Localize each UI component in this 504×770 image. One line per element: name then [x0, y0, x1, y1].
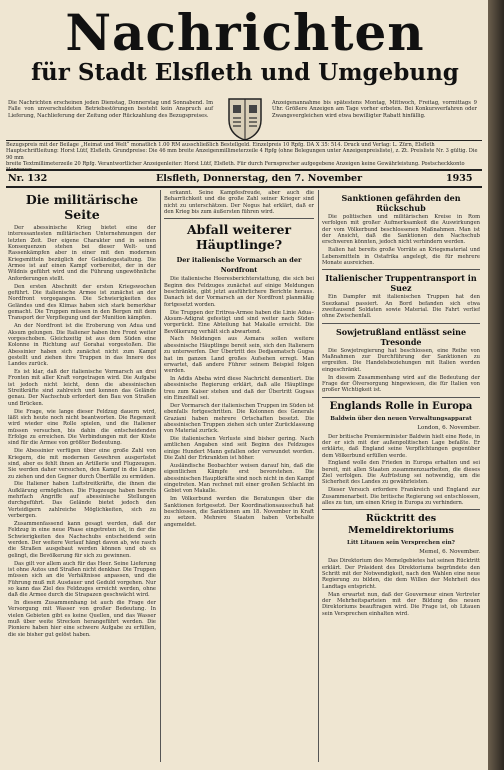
article-dateline: London, 6. November. — [417, 424, 480, 431]
paragraph: Die Italiener haben Luftstreitkräfte, die ihnen die Aufklärung ermöglichen. Die Flugzeuge haben bereits mehrfach Angriffe auf abessinische Stellungen durchgeführt. Das Gelände bietet jedoch den Verteidigern zahlreiche Möglichkeiten, sich zu verbergen. — [8, 481, 156, 520]
column-2 — [164, 190, 314, 762]
column-1 — [8, 190, 156, 762]
column-3 — [322, 190, 480, 762]
masthead-subtitle: für Stadt Elsfleth und Umgebung — [31, 59, 459, 86]
paragraph: Die Sowjetregierung hat beschlossen, eine Reihe von Maßnahmen zur Durchführung der Sanktionen zu ergreifen. Die Handelsbeziehungen mit Italien werden eingeschränkt. — [322, 347, 480, 373]
paragraph: Ausländische Beobachter weisen darauf hin, daß die eigentlichen Kämpfe erst bevorstehen. Die abessinischen Hauptkräfte sind noch nicht in den Kampf eingetreten. Man rechnet mit einer großen Schlacht im Gebiet von Makalle. — [164, 463, 314, 495]
masthead-title: Nachrichten — [65, 3, 425, 62]
article-dateline: Memel, 6. November. — [419, 549, 480, 556]
paragraph: Man erwartet nun, daß der Gouverneur einen Vertreter der Mehrheitsparteien mit der Bildung des neuen Direktoriums beauftragen wird. Die Frage ist, ob Litauen sein Versprechen einhalten wird. — [322, 591, 480, 617]
article-heading: Rücktritt des Memeldirektoriums — [348, 513, 454, 537]
article-heading: Die militärische Seite — [25, 192, 139, 222]
paragraph: Italien hat bereits große Vorräte an Kriegsmaterial und Lebensmitteln in Ostafrika angelegt, die für mehrere Monate ausreichen. — [322, 247, 480, 266]
paragraph: Den ersten Abschnitt der ersten Kriegswochen geführt. Die italienische Armee ist zunächst an der Nordfront vorgegangen. Die Schwierigkeiten des Geländes und des Klimas haben sich stark bemerkbar gemacht. Die Truppen müssen in den Bergen mit dem Transport der Verpflegung und der Munition kämpfen. — [8, 283, 156, 322]
paragraph: Ein Dampfer mit italienischen Truppen hat den Suezkanal passiert. An Bord befanden sich etwa zweitausend Soldaten sowie Material. Die Fahrt verlief ohne Zwischenfall. — [322, 294, 480, 320]
paragraph: Der Vormarsch der italienischen Truppen im Süden ist ebenfalls fortgeschritten. Die Kolonnen des Generals Graziani haben mehrere Ortschaften besetzt. Die abessinischen Truppen ziehen sich unter Zurücklassung von Material zurück. — [164, 402, 314, 435]
article-subheading: Der italienische Vormarsch an der Nordfront — [176, 256, 302, 275]
paragraph: Die politischen und militärischen Kreise in Rom verfolgen mit großer Aufmerksamkeit die Auswirkungen der vom Völkerbund beschlossenen Maßnahmen. Man ist der Ansicht, daß die Sanktionen den Nachschub erschweren könnten, jedoch nicht verhindern werden. — [322, 214, 480, 246]
article-subheading: Baldwin über den neuen Verwaltungsapparat — [330, 415, 472, 422]
article-heading: Sowjetrußland entlässt seine Tresonde — [335, 326, 467, 347]
divider — [6, 140, 482, 141]
page-edge — [488, 0, 504, 770]
imprint-row: Bezugspreis mit der Beilage „Heimat und Welt“ monatlich 1.00 RM ausschließlich Bestellgeld. Einzelpreis 10 Rpfg. DA X 35: 514. Druck und Verlag: L. Zürn, Elsfleth — [6, 142, 435, 148]
paragraph: An der Nordfront ist die Eroberung von Adua und Aksum gelungen. Die Italiener haben ihre Front weiter vorgeschoben. Gleichzeitig ist aus dem Süden eine Kolonne in Richtung auf Gorahai vorgestoßen. Die Abessinier haben sich zunächst nicht zum Kampf gestellt und ziehen ihre Truppen in das Innere des Landes zurück. — [8, 323, 156, 368]
publication-info: Die Nachrichten erscheinen jeden Dienstag, Donnerstag und Sonnabend. Im Falle von unverschuldeten Betriebsstörungen besteht kein Anspruch auf Lieferung, Nachlieferung der Zeitung oder Rückzahlung des Bezugspreises. — [8, 100, 213, 119]
paragraph: Die Truppen der Eritrea-Armee haben die Linie Adua–Aksum–Adigrat gefestigt und sind weiter nach Süden vorgerückt. Eine Abteilung hat Makalle erreicht. Die Bevölkerung verhält sich abwartend. — [164, 309, 314, 335]
paragraph: Die Frage, wie lange dieser Feldzug dauern wird, läßt sich heute noch nicht beantworten. Die Regenzeit wird wieder eine Rolle spielen, und die Italiener müssen versuchen, bis dahin die entscheidenden Erfolge zu erreichen. Die Verbindungen mit der Küste sind für die Armee von größter Bedeutung. — [8, 408, 156, 447]
column-divider — [318, 190, 319, 762]
issue-date: Elsfleth, Donnerstag, den 7. November — [156, 173, 363, 184]
paragraph: Die italienischen Verluste sind bisher gering. Nach amtlichen Angaben sind seit Beginn des Feldzuges einige Hundert Mann gefallen oder verwundet worden. Die Zahl der Erkrankten ist höher. — [164, 436, 314, 462]
article-heading: Sanktionen gefährden den Rückschub — [341, 193, 461, 213]
coat-of-arms-icon — [226, 96, 264, 142]
divider — [6, 186, 482, 188]
divider — [6, 169, 482, 171]
paragraph: Dieser Versuch erfordere Frankreich und England zur Zusammenarbeit. Die britische Regierung sei entschlossen, alles zu tun, um einen Krieg in Europa zu verhindern. — [322, 487, 480, 506]
masthead — [6, 3, 484, 94]
paragraph: In diesem Zusammenhang wird auf die Bedeutung der Frage der Ölversorgung hingewiesen, die für Italien von großer Wichtigkeit ist. — [322, 374, 480, 394]
paragraph: Das gilt vor allem auch für das Heer. Seine Lieferung ist ohne Autos und Straßen nicht denkbar. Die Truppen müssen sich an die Verhältnisse anpassen, und die Führung muß mit Ausdauer und Geduld vorgehen. Nur so kann das Ziel des Feldzuges erreicht werden, ohne daß die Armee durch die Strapazen geschwächt wird. — [8, 560, 156, 599]
paragraph: Die Abessinier verfügen über eine große Zahl von Kriegern, die mit modernen Gewehren ausgerüstet sind, aber es fehlt ihnen an Artillerie und Flugzeugen. Sie werden daher versuchen, den Kampf in die Länge zu ziehen und den Gegner durch Überfälle zu ermüden. — [8, 448, 156, 480]
paragraph: Es ist klar, daß der italienische Vormarsch an drei Fronten mit aller Kraft vorgetragen wird. Die Aufgabe ist jedoch nicht leicht, denn die abessinischen Streitkräfte sind zahlreich und kennen das Gelände genau. Der Nachschub erfordert den Bau von Straßen und Brücken. — [8, 369, 156, 407]
imprint-row: breite Textmillimeterzeile 20 Rpfg. Verantwortlicher Anzeigenleiter: Horst Lütf, Elsfleth. Für durch Fernsprecher aufgegebene Anzeigen keine Gewährleistung. Postscheckkonto — [6, 160, 465, 167]
divider — [164, 218, 314, 219]
article-heading: Englands Rolle in Europa — [329, 400, 473, 412]
advertising-info: Anzeigenannahme bis spätestens Montag, Mittwoch, Freitag, vormittags 9 Uhr. Größere Anzeigen am Tage vorher erbeten. Bei Konkursverfahren oder Zwangsvergleichen wird etwa bewilligter Rabatt hinfällig. — [272, 100, 477, 119]
paragraph: Nach Meldungen aus Asmara sollen weitere abessinische Häuptlinge bereit sein, sich den Italienern zu unterwerfen. Der Übertritt des Dedjasmatsch Gugsa hat im ganzen Land großes Aufsehen erregt. Man erwartet, daß andere Führer seinem Beispiel folgen werden. — [164, 336, 314, 375]
paragraph: In diesem Zusammenhang ist auch die Frage der Versorgung mit Wasser von großer Bedeutung. In vielen Gebieten gibt es keine Quellen, und das Wasser muß über weite Strecken herangeführt werden. Die Pioniere haben hier eine schwere Aufgabe zu erfüllen, die sie bisher gut gelöst haben. — [8, 600, 156, 638]
article-heading: Abfall weiterer Häuptlinge? — [186, 222, 292, 253]
article-heading: Italienischer Truppentransport in Suez — [325, 273, 477, 294]
issue-year: 1935 — [446, 173, 473, 184]
imprint-row: Hauptschriftleitung: Horst Lütf, Elsfleth. Grundpreise: Die 46 mm breite Anzeigenmillimeterzeile 4 Rpfg (ohne Belegungen unter Anzeigenpreisliste), z. Zt. Preisliste Nr. 3 gültig. Die 90 mm — [6, 148, 478, 161]
paragraph: Die italienische Heeresberichterstattung, die sich bei Beginn des Feldzuges zunächst auf einige Meldungen beschränkte, gibt jetzt ausführlichere Berichte heraus. Danach ist der Vormarsch an der Nordfront planmäßig fortgesetzt worden. — [164, 276, 314, 308]
paragraph: Der abessinische Krieg bietet eine der interessantesten militärischen Unternehmungen der letzten Zeit. Der eigene Charakter und in seinen Konsequenzen stehen bei dieser Welt- und Rassenkämpfen aber in einer mit den modernen Kriegsmitteln bezüglich der Geländegestaltung. Die Armee ist auf einen Kampf vorbereitet, der in der Wildnis geführt wird und die Führung ungewöhnliche Anforderungen stellt. — [8, 225, 156, 282]
paragraph: Das Direktorium des Memelgebietes hat seinen Rücktritt erklärt. Der Präsident des Direktoriums begründete den Schritt mit der Notwendigkeit, nach den Wahlen eine neue Regierung zu bilden, die dem Willen der Mehrheit des Landtags entspricht. — [322, 558, 480, 590]
paragraph: Zusammenfassend kann gesagt werden, daß der Feldzug in eine neue Phase eingetreten ist, in der die Schwierigkeiten des Nachschubs entscheidend sein werden. Der weitere Verlauf hängt davon ab, wie rasch die Straßen ausgebaut werden können und ob es gelingt, die Bevölkerung für sich zu gewinnen. — [8, 520, 156, 559]
paragraph: Im Völkerbund werden die Beratungen über die Sanktionen fortgesetzt. Der Koordinationsausschuß hat beschlossen, die Sanktionen am 18. November in Kraft zu setzen. Mehrere Staaten haben Vorbehalte angemeldet. — [164, 496, 314, 528]
issue-number: Nr. 132 — [8, 173, 48, 184]
divider — [322, 323, 480, 324]
paragraph: Der britische Premierminister Baldwin hielt eine Rede, in der er sich mit der außenpolitischen Lage befaßte. Er erklärte, daß England seine Verpflichtungen gegenüber dem Völkerbund erfüllen werde. — [322, 433, 480, 459]
paragraph: England wolle den Frieden in Europa erhalten und sei bereit, mit allen Staaten zusammenzuarbeiten, die dieses Ziel verfolgen. Die Aufrüstung sei notwendig, um die Sicherheit des Landes zu gewährleisten. — [322, 460, 480, 486]
column-divider — [160, 190, 161, 762]
divider — [322, 397, 480, 398]
article-subheading: Litt Litauen sein Versprechen ein? — [347, 540, 455, 547]
paragraph: erkannt. Seine Kampfesfreude, aber auch die Beharrlichkeit und die große Zahl seiner Krieger sind nicht zu unterschätzen. Der Negus hat erklärt, daß er den Krieg bis zum äußersten führen wird. — [164, 190, 314, 216]
dateline — [6, 172, 482, 186]
divider — [322, 269, 480, 270]
divider — [322, 509, 480, 510]
paragraph: In Addis Abeba wird diese Nachricht dementiert. Die abessinische Regierung erklärt, daß alle Häuptlinge treu zum Kaiser stehen und daß der Übertritt Gugsas ein Einzelfall sei. — [164, 376, 314, 402]
